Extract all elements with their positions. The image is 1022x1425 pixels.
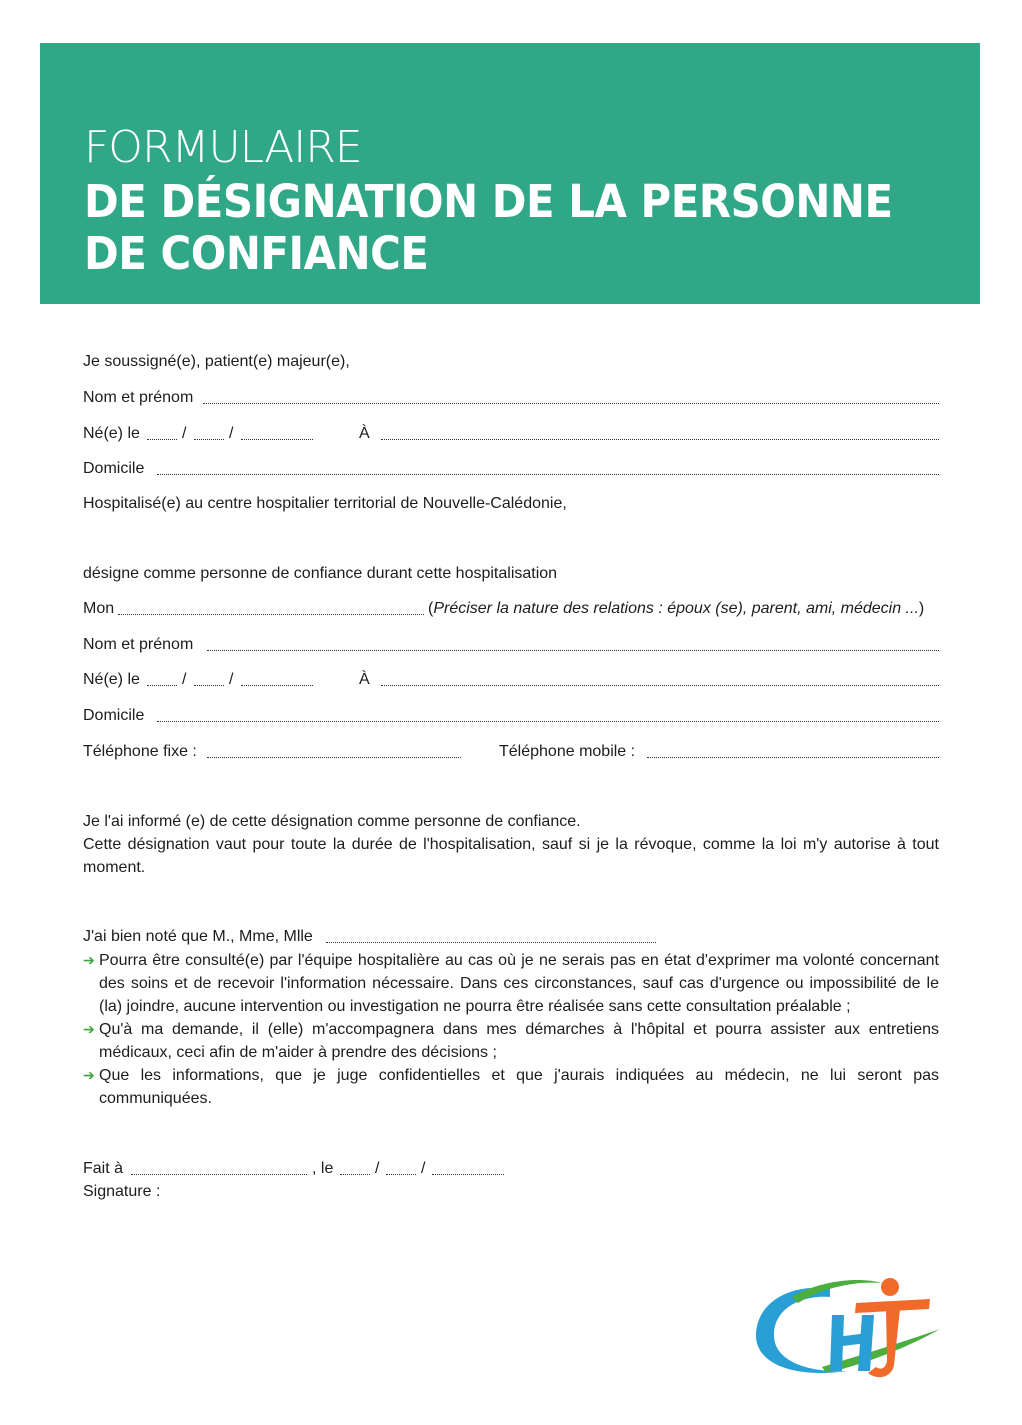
trusted-relation-label: Mon: [83, 600, 115, 617]
header-banner: [40, 43, 980, 304]
patient-name-label: Nom et prénom: [83, 389, 194, 406]
patient-birth-month-field[interactable]: [194, 439, 224, 440]
trusted-birth-place-field[interactable]: [381, 685, 939, 686]
noted-bullet: [83, 949, 939, 1018]
trusted-birth-year-field[interactable]: [241, 685, 313, 686]
title-line-1: FORMULAIRE: [84, 122, 362, 173]
arrow-right-icon: ➔: [83, 1067, 95, 1083]
noted-bullet: [83, 1064, 939, 1110]
arrow-right-icon: ➔: [83, 1021, 95, 1037]
trusted-name-label: Nom et prénom: [83, 636, 194, 653]
info-line-2: Cette désignation vaut pour toute la durée de l'hospitalisation, sauf si je la révoque, comme la loi m'y autorise à tout moment.: [83, 836, 939, 876]
title-line-3: DE CONFIANCE: [84, 227, 429, 280]
trusted-phone-fixed-label: Téléphone fixe :: [83, 743, 197, 760]
trusted-birth-month-field[interactable]: [194, 685, 224, 686]
date-sep-2: /: [421, 1160, 426, 1177]
chtnc-logo: [752, 1275, 944, 1397]
trusted-phone-fixed-field[interactable]: [207, 757, 461, 758]
noted-bullet-text: Qu'à ma demande, il (elle) m'accompagnera dans mes démarches à l'hôpital et pourra assister aux entretiens médicaux, ceci afin de m'aider à prendre des décisions ;: [99, 1021, 939, 1061]
patient-home-field[interactable]: [157, 474, 939, 475]
noted-bullets: [83, 949, 939, 1110]
trusted-birth-sep-2: /: [229, 671, 234, 688]
trusted-relation-hint: Préciser la nature des relations : époux (se), parent, ami, médecin ...: [433, 600, 919, 617]
patient-birth-place-label: À: [359, 425, 370, 442]
trusted-birth-label: Né(e) le: [83, 671, 140, 688]
noted-bullet-text: Que les informations, que je juge confidentielles et que j'aurais indiquées au médecin, ne lui seront pas communiquées.: [99, 1067, 939, 1107]
patient-home-label: Domicile: [83, 460, 145, 477]
done-at-label: Fait à: [83, 1160, 124, 1177]
date-year-field[interactable]: [432, 1174, 504, 1175]
done-at-field[interactable]: [131, 1174, 307, 1175]
hint-close: ): [918, 600, 925, 617]
arrow-right-icon: ➔: [83, 952, 95, 968]
patient-hospital-line: Hospitalisé(e) au centre hospitalier territorial de Nouvelle-Calédonie,: [83, 495, 567, 512]
patient-birth-label: Né(e) le: [83, 425, 140, 442]
patient-birth-sep-1: /: [182, 425, 187, 442]
title-line-2: DE DÉSIGNATION DE LA PERSONNE: [84, 175, 893, 228]
hint-open: (: [428, 600, 434, 617]
trusted-name-field[interactable]: [207, 650, 939, 651]
patient-birth-year-field[interactable]: [241, 439, 313, 440]
noted-bullet-text: Pourra être consulté(e) par l'équipe hospitalière au cas où je ne serais pas en état d'exprimer ma volonté concernant des soins et de recevoir l'information nécessaire. Dans ces circonstances, sauf cas d'urgence ou impossibilité de le (la) joindre, aucune intervention ou investigation ne pourra être réalisée sans cette consultation préalable ;: [99, 952, 939, 1015]
date-month-field[interactable]: [386, 1174, 416, 1175]
trusted-birth-place-label: À: [359, 671, 370, 688]
info-paragraph: [83, 810, 939, 879]
trusted-intro: désigne comme personne de confiance durant cette hospitalisation: [83, 565, 558, 582]
noted-intro: J'ai bien noté que M., Mme, Mlle: [83, 928, 313, 945]
trusted-phone-mobile-field[interactable]: [647, 757, 939, 758]
date-label: , le: [312, 1160, 334, 1177]
trusted-phone-mobile-label: Téléphone mobile :: [499, 743, 636, 760]
date-sep-1: /: [375, 1160, 380, 1177]
info-line-1: Je l'ai informé (e) de cette désignation comme personne de confiance.: [83, 813, 581, 830]
patient-birth-day-field[interactable]: [147, 439, 177, 440]
signature-label: Signature :: [83, 1183, 161, 1200]
trusted-birth-sep-1: /: [182, 671, 187, 688]
date-day-field[interactable]: [340, 1174, 370, 1175]
trusted-relation-field[interactable]: [118, 614, 424, 615]
trusted-home-field[interactable]: [157, 721, 939, 722]
noted-person-field[interactable]: [326, 942, 656, 943]
patient-name-field[interactable]: [203, 403, 939, 404]
patient-birth-place-field[interactable]: [381, 439, 939, 440]
patient-birth-sep-2: /: [229, 425, 234, 442]
trusted-birth-day-field[interactable]: [147, 685, 177, 686]
patient-intro: Je soussigné(e), patient(e) majeur(e),: [83, 353, 350, 370]
trusted-relation-hint-wrap: [428, 599, 924, 619]
noted-bullet: [83, 1018, 939, 1064]
trusted-home-label: Domicile: [83, 707, 145, 724]
